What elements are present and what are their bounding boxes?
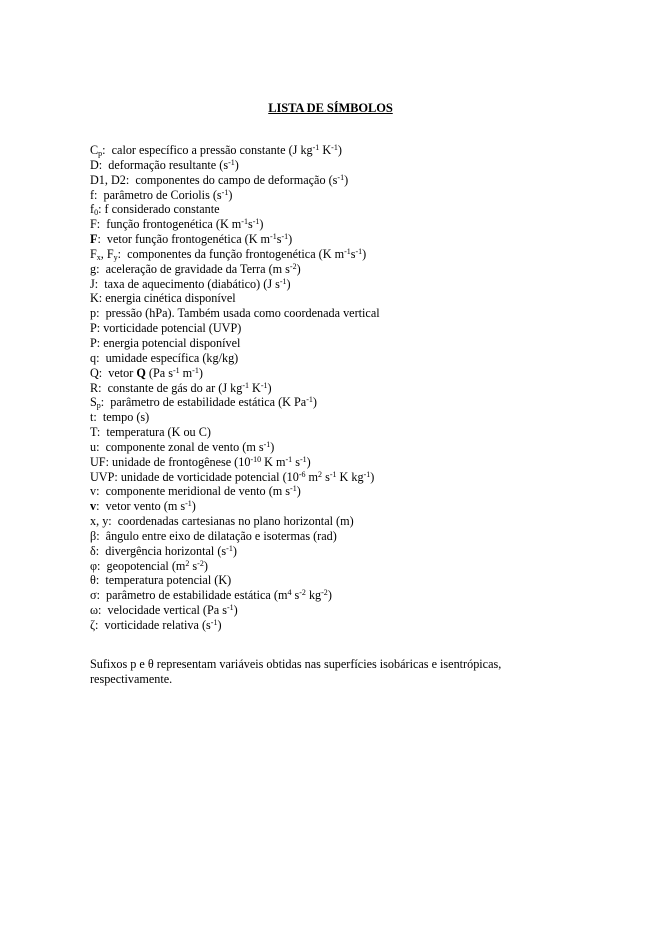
symbol-row: $f_0$: f considerado constante <box>90 202 220 218</box>
symbol-row: v: vetor vento (m $s^{-1}$) <box>90 499 196 514</box>
symbol-row: x, y: coordenadas cartesianas no plano horizontal (m) <box>90 514 354 529</box>
symbol-list <box>90 143 610 633</box>
symbol-row: UF: unidade de frontogênese ($10^{-10}$ K $m^{-1}$ $s^{-1}$) <box>90 454 311 469</box>
symbol-row: K: energia cinética disponível <box>90 291 236 306</box>
symbol-row: q: umidade específica (kg/kg) <box>90 350 239 365</box>
symbol-row: v: componente meridional de vento (m $s^{-1}$) <box>90 484 301 499</box>
symbol-row: P: energia potencial disponível <box>90 335 241 350</box>
symbol-row: t: tempo (s) <box>90 410 150 425</box>
symbol-row: β: ângulo entre eixo de dilatação e isotermas (rad) <box>90 528 337 543</box>
symbol-row: $C_p$: calor específico a pressão constante (J $kg^{-1}$ $K^{-1}$) <box>90 143 342 158</box>
symbol-row: R: constante de gás do ar (J $kg^{-1}$ $K^{-1}$) <box>90 380 272 395</box>
symbol-row: F: função frontogenética (K $m^{-1}s^{-1}$) <box>90 217 264 232</box>
symbol-row: $F_x$, $F_y$: componentes da função frontogenética (K $m^{-1}s^{-1}$) <box>90 246 367 262</box>
symbol-row: σ: parâmetro de estabilidade estática ($m^4$ $s^{-2}$ $kg^{-2}$) <box>90 588 332 603</box>
footer-note: Sufixos p e θ representam variáveis obtidas nas superfícies isobáricas e isentrópicas, respectivamente. <box>90 657 502 686</box>
page-title: LISTA DE SÍMBOLOS <box>268 101 393 115</box>
symbol-row: J: taxa de aquecimento (diabático) (J $s^{-1}$) <box>90 276 291 291</box>
symbol-row: P: vorticidade potencial (UVP) <box>90 321 242 336</box>
symbol-row: g: aceleração de gravidade da Terra (m $s^{-2}$) <box>90 261 301 276</box>
symbol-row: φ: geopotencial ($m^2$ $s^{-2}$) <box>90 558 208 573</box>
symbol-row: Q: vetor Q (Pa $s^{-1}$ $m^{-1}$) <box>90 365 203 380</box>
symbol-row: ζ: vorticidade relativa $(s^{-1})$ <box>90 618 222 632</box>
symbol-row: D: deformação resultante $(s^{-1})$ <box>90 157 239 172</box>
symbol-row: T: temperatura (K ou C) <box>90 425 211 440</box>
symbol-row: θ: temperatura potencial (K) <box>90 573 232 588</box>
symbol-row: ω: velocidade vertical (Pa $s^{-1}$) <box>90 603 238 618</box>
symbol-row: u: componente zonal de vento (m $s^{-1}$) <box>90 439 275 454</box>
symbol-row: D1, D2: componentes do campo de deformação $(s^{-1})$ <box>90 172 349 187</box>
symbol-row: UVP: unidade de vorticidade potencial ($10^{-6}$ $m^2$ $s^{-1}$ K $kg^{-1}$) <box>90 469 375 484</box>
symbol-row: F: vetor função frontogenética (K $m^{-1}s^{-1}$) <box>90 232 293 247</box>
symbol-row: δ: divergência horizontal $(s^{-1})$ <box>90 543 237 558</box>
symbol-row: p: pressão (hPa). Também usada como coordenada vertical <box>90 306 380 321</box>
symbol-row: f: parâmetro de Coriolis $(s^{-1})$ <box>90 187 233 202</box>
symbol-row: $S_p$: parâmetro de estabilidade estática (K $Pa^{-1}$) <box>90 395 317 411</box>
